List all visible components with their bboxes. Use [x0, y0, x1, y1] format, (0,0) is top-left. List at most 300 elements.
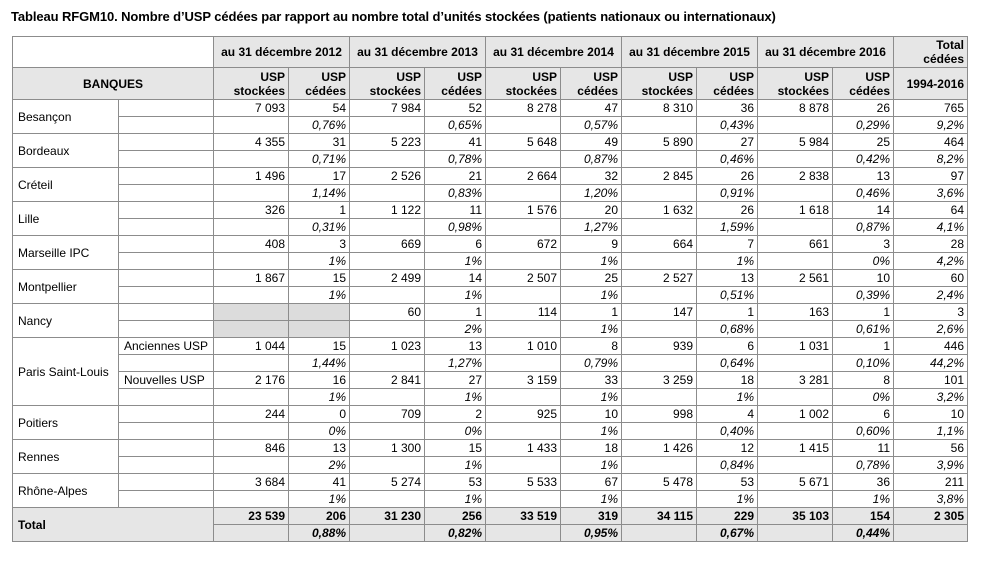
value-cell: 5 890 [622, 134, 697, 151]
header-line: USP [593, 69, 618, 84]
bank-name: Poitiers [13, 406, 119, 440]
empty-cell [486, 253, 561, 270]
percent-cell: 3,8% [894, 491, 968, 508]
table-row-percent [13, 491, 968, 508]
percent-cell: 0,46% [833, 185, 894, 202]
value-cell: 47 [561, 100, 622, 117]
value-cell: 1 122 [350, 202, 425, 219]
empty-cell [214, 287, 289, 304]
percent-cell: 4,2% [894, 253, 968, 270]
empty-cell [486, 185, 561, 202]
percent-cell: 1% [289, 287, 350, 304]
value-cell: 2 561 [758, 270, 833, 287]
value-cell: 11 [833, 440, 894, 457]
sub-label-empty [119, 100, 214, 117]
bank-name: Montpellier [13, 270, 119, 304]
empty-cell [350, 253, 425, 270]
value-cell: 7 [697, 236, 758, 253]
percent-cell: 1,14% [289, 185, 350, 202]
value-cell: 1 867 [214, 270, 289, 287]
percent-cell: 1% [289, 389, 350, 406]
caption-text: Nombre d’USP cédées par rapport au nombre total d’unités stockées (patients nationaux ou internationaux) [117, 9, 776, 24]
sub-label-empty [119, 389, 214, 406]
total-percent: 0,95% [561, 525, 622, 542]
value-cell: 1 618 [758, 202, 833, 219]
percent-cell: 1% [289, 491, 350, 508]
header-usp-stockees [758, 68, 833, 100]
percent-cell: 1% [561, 491, 622, 508]
header-usp-cedees [289, 68, 350, 100]
value-cell: 1 010 [486, 338, 561, 355]
value-cell: 10 [561, 406, 622, 423]
percent-cell: 0,64% [697, 355, 758, 372]
total-value: 2 305 [894, 508, 968, 525]
value-cell: 5 274 [350, 474, 425, 491]
value-cell: 13 [833, 168, 894, 185]
sub-label-empty [119, 474, 214, 491]
value-cell: 3 281 [758, 372, 833, 389]
empty-cell [758, 117, 833, 134]
value-cell: 326 [214, 202, 289, 219]
header-usp-cedees [697, 68, 758, 100]
header-date: au 31 décembre 2016 [758, 37, 894, 68]
percent-cell: 0,78% [833, 457, 894, 474]
empty-cell [758, 185, 833, 202]
empty-cell [486, 151, 561, 168]
value-cell: 15 [289, 338, 350, 355]
empty-cell [486, 491, 561, 508]
value-cell: 2 507 [486, 270, 561, 287]
sub-label-empty [119, 236, 214, 253]
header-line: USP [729, 69, 754, 84]
header-usp-stockees [622, 68, 697, 100]
percent-cell: 2,4% [894, 287, 968, 304]
value-cell: 2 176 [214, 372, 289, 389]
percent-cell: 44,2% [894, 355, 968, 372]
value-cell: 669 [350, 236, 425, 253]
table-row-percent [13, 185, 968, 202]
percent-cell: 0,87% [833, 219, 894, 236]
value-cell: 765 [894, 100, 968, 117]
value-cell: 998 [622, 406, 697, 423]
value-cell: 1 632 [622, 202, 697, 219]
value-cell: 3 [289, 236, 350, 253]
sub-label-empty [119, 423, 214, 440]
percent-cell: 1% [697, 253, 758, 270]
sub-label-empty [119, 134, 214, 151]
value-cell: 26 [833, 100, 894, 117]
empty-cell [214, 253, 289, 270]
header-line: cédées [577, 83, 618, 98]
header-line: stockées [641, 83, 693, 98]
empty-cell [214, 423, 289, 440]
value-cell: 5 648 [486, 134, 561, 151]
value-cell: 1 426 [622, 440, 697, 457]
empty-cell [622, 389, 697, 406]
percent-cell: 0% [425, 423, 486, 440]
value-cell: 13 [697, 270, 758, 287]
empty-cell [350, 151, 425, 168]
value-cell: 27 [697, 134, 758, 151]
empty-cell [350, 219, 425, 236]
value-cell: 52 [425, 100, 486, 117]
percent-cell: 1% [289, 253, 350, 270]
total-percent: 0,44% [833, 525, 894, 542]
table-row-percent [13, 423, 968, 440]
empty-cell [214, 457, 289, 474]
header-line: USP [457, 69, 482, 84]
percent-cell: 2% [289, 457, 350, 474]
percent-cell: 1,44% [289, 355, 350, 372]
empty-cell [486, 423, 561, 440]
bank-name: Rennes [13, 440, 119, 474]
percent-cell: 1% [561, 457, 622, 474]
empty-cell [622, 185, 697, 202]
percent-cell: 3,6% [894, 185, 968, 202]
bank-name: Bordeaux [13, 134, 119, 168]
value-cell: 32 [561, 168, 622, 185]
percent-cell: 0,98% [425, 219, 486, 236]
percent-cell: 1% [697, 389, 758, 406]
percent-cell: 1% [561, 423, 622, 440]
percent-cell: 1% [561, 321, 622, 338]
value-cell: 14 [425, 270, 486, 287]
percent-cell: 0,10% [833, 355, 894, 372]
total-percent [894, 525, 968, 542]
value-cell: 4 [697, 406, 758, 423]
value-cell: 7 093 [214, 100, 289, 117]
header-total-years: 1994-2016 [894, 68, 968, 100]
empty-cell [758, 389, 833, 406]
percent-cell: 3,2% [894, 389, 968, 406]
percent-cell: 1,59% [697, 219, 758, 236]
value-cell: 2 526 [350, 168, 425, 185]
value-cell: 2 527 [622, 270, 697, 287]
sub-label-empty [119, 287, 214, 304]
empty-cell [758, 525, 833, 542]
empty-cell [350, 389, 425, 406]
percent-cell: 1% [425, 287, 486, 304]
value-cell: 10 [894, 406, 968, 423]
empty-cell [214, 185, 289, 202]
sub-label-empty [119, 491, 214, 508]
table-row [13, 270, 968, 287]
value-cell: 672 [486, 236, 561, 253]
value-cell: 15 [425, 440, 486, 457]
value-cell: 25 [833, 134, 894, 151]
percent-cell: 1% [561, 389, 622, 406]
value-cell: 1 576 [486, 202, 561, 219]
table-row-percent [13, 355, 968, 372]
percent-cell: 3,9% [894, 457, 968, 474]
value-cell: 163 [758, 304, 833, 321]
header-line: USP [668, 69, 693, 84]
value-cell: 8 310 [622, 100, 697, 117]
header-date: au 31 décembre 2013 [350, 37, 486, 68]
header-usp-cedees [425, 68, 486, 100]
table-row [13, 100, 968, 117]
value-cell: 147 [622, 304, 697, 321]
value-cell: 446 [894, 338, 968, 355]
total-value: 35 103 [758, 508, 833, 525]
percent-cell: 0,31% [289, 219, 350, 236]
empty-cell [758, 423, 833, 440]
total-value: 34 115 [622, 508, 697, 525]
sub-label: Nouvelles USP [119, 372, 214, 389]
value-cell: 60 [894, 270, 968, 287]
value-cell: 1 002 [758, 406, 833, 423]
value-cell: 2 499 [350, 270, 425, 287]
sub-label-empty [119, 117, 214, 134]
percent-cell: 1% [425, 457, 486, 474]
empty-cell [350, 287, 425, 304]
table-row-percent [13, 219, 968, 236]
value-cell: 36 [697, 100, 758, 117]
value-cell: 5 223 [350, 134, 425, 151]
header-line: stockées [233, 83, 285, 98]
empty-cell [214, 219, 289, 236]
value-cell: 67 [561, 474, 622, 491]
value-cell: 13 [425, 338, 486, 355]
value-cell: 3 [833, 236, 894, 253]
percent-cell [289, 321, 350, 338]
value-cell: 5 671 [758, 474, 833, 491]
value-cell: 36 [833, 474, 894, 491]
value-cell: 53 [425, 474, 486, 491]
value-cell: 11 [425, 202, 486, 219]
caption-prefix: Tableau RFGM10. [11, 9, 118, 24]
value-cell: 1 [425, 304, 486, 321]
header-line: USP [260, 69, 285, 84]
header-line: cédées [923, 52, 964, 66]
value-cell: 2 [425, 406, 486, 423]
table-row-percent [13, 321, 968, 338]
empty-cell [758, 219, 833, 236]
value-cell: 6 [833, 406, 894, 423]
sub-label-empty [119, 219, 214, 236]
value-cell: 3 259 [622, 372, 697, 389]
total-value: 31 230 [350, 508, 425, 525]
empty-cell [214, 321, 289, 338]
header-date: au 31 décembre 2014 [486, 37, 622, 68]
header-line: cédées [441, 83, 482, 98]
empty-cell [758, 253, 833, 270]
value-cell: 2 664 [486, 168, 561, 185]
value-cell: 925 [486, 406, 561, 423]
table-row-percent [13, 151, 968, 168]
empty-cell [350, 117, 425, 134]
value-cell: 1 300 [350, 440, 425, 457]
empty-cell [622, 355, 697, 372]
sub-label-empty [119, 185, 214, 202]
bank-name: Créteil [13, 168, 119, 202]
percent-cell: 0,46% [697, 151, 758, 168]
percent-cell: 0% [833, 389, 894, 406]
header-line: Total [936, 38, 964, 52]
value-cell: 211 [894, 474, 968, 491]
empty-cell [350, 525, 425, 542]
empty-cell [622, 321, 697, 338]
value-cell: 97 [894, 168, 968, 185]
bank-name: Paris Saint-Louis [13, 338, 119, 406]
value-cell: 1 496 [214, 168, 289, 185]
percent-cell: 0,87% [561, 151, 622, 168]
value-cell: 0 [289, 406, 350, 423]
value-cell: 664 [622, 236, 697, 253]
value-cell: 709 [350, 406, 425, 423]
percent-cell: 4,1% [894, 219, 968, 236]
value-cell: 1 [833, 304, 894, 321]
header-row-columns [13, 68, 968, 100]
value-cell: 14 [833, 202, 894, 219]
percent-cell: 0,60% [833, 423, 894, 440]
percent-cell: 1,1% [894, 423, 968, 440]
percent-cell: 0,42% [833, 151, 894, 168]
table-header [13, 37, 968, 100]
total-value: 319 [561, 508, 622, 525]
table-row-percent [13, 457, 968, 474]
value-cell: 5 478 [622, 474, 697, 491]
empty-cell [350, 457, 425, 474]
percent-cell: 2,6% [894, 321, 968, 338]
value-cell: 939 [622, 338, 697, 355]
value-cell: 33 [561, 372, 622, 389]
empty-cell [350, 185, 425, 202]
header-line: USP [532, 69, 557, 84]
empty-cell [758, 151, 833, 168]
empty-cell [758, 355, 833, 372]
percent-cell: 1% [425, 389, 486, 406]
value-cell: 31 [289, 134, 350, 151]
percent-cell: 0% [289, 423, 350, 440]
empty-cell [214, 355, 289, 372]
value-cell: 64 [894, 202, 968, 219]
empty-cell [486, 287, 561, 304]
value-cell: 101 [894, 372, 968, 389]
empty-cell [350, 423, 425, 440]
header-line: cédées [713, 83, 754, 98]
header-usp-cedees [833, 68, 894, 100]
table-row [13, 134, 968, 151]
table-row [13, 304, 968, 321]
header-usp-stockees [214, 68, 289, 100]
bank-name: Besançon [13, 100, 119, 134]
table-body [13, 100, 968, 542]
value-cell [289, 304, 350, 321]
value-cell: 21 [425, 168, 486, 185]
value-cell: 17 [289, 168, 350, 185]
total-value: 33 519 [486, 508, 561, 525]
table-row [13, 168, 968, 185]
percent-cell: 1,27% [561, 219, 622, 236]
total-label: Total [13, 508, 214, 542]
sub-label-empty [119, 270, 214, 287]
percent-cell: 1% [833, 491, 894, 508]
value-cell: 20 [561, 202, 622, 219]
percent-cell: 0,51% [697, 287, 758, 304]
value-cell: 6 [697, 338, 758, 355]
total-value: 256 [425, 508, 486, 525]
percent-cell: 1% [425, 491, 486, 508]
value-cell: 12 [697, 440, 758, 457]
value-cell: 8 278 [486, 100, 561, 117]
value-cell: 3 [894, 304, 968, 321]
value-cell: 1 415 [758, 440, 833, 457]
value-cell: 2 845 [622, 168, 697, 185]
total-value: 23 539 [214, 508, 289, 525]
table-row [13, 202, 968, 219]
percent-cell: 1% [561, 253, 622, 270]
value-cell: 8 [833, 372, 894, 389]
percent-cell: 1% [425, 253, 486, 270]
value-cell: 49 [561, 134, 622, 151]
percent-cell: 1% [561, 287, 622, 304]
table-row [13, 440, 968, 457]
value-cell: 1 044 [214, 338, 289, 355]
empty-cell [486, 457, 561, 474]
percent-cell: 1,27% [425, 355, 486, 372]
header-line: USP [865, 69, 890, 84]
percent-cell: 0,79% [561, 355, 622, 372]
table-row [13, 406, 968, 423]
header-line: stockées [777, 83, 829, 98]
total-percent: 0,67% [697, 525, 758, 542]
bank-name: Rhône-Alpes [13, 474, 119, 508]
value-cell: 3 684 [214, 474, 289, 491]
bank-name: Marseille IPC [13, 236, 119, 270]
value-cell [214, 304, 289, 321]
empty-cell [758, 321, 833, 338]
bank-name: Lille [13, 202, 119, 236]
percent-cell: 0,68% [697, 321, 758, 338]
sub-label-empty [119, 355, 214, 372]
value-cell: 4 355 [214, 134, 289, 151]
empty-cell [622, 219, 697, 236]
sub-label-empty [119, 406, 214, 423]
value-cell: 244 [214, 406, 289, 423]
empty-cell [350, 321, 425, 338]
header-line: stockées [369, 83, 421, 98]
percent-cell: 0,84% [697, 457, 758, 474]
header-line: cédées [849, 83, 890, 98]
empty-cell [350, 491, 425, 508]
header-line: cédées [305, 83, 346, 98]
percent-cell: 0,78% [425, 151, 486, 168]
value-cell: 2 838 [758, 168, 833, 185]
total-value: 154 [833, 508, 894, 525]
value-cell: 2 841 [350, 372, 425, 389]
value-cell: 1 031 [758, 338, 833, 355]
value-cell: 27 [425, 372, 486, 389]
value-cell: 1 [833, 338, 894, 355]
percent-cell: 0,76% [289, 117, 350, 134]
total-value: 229 [697, 508, 758, 525]
header-banques: BANQUES [13, 68, 214, 100]
sub-label-empty [119, 168, 214, 185]
value-cell: 56 [894, 440, 968, 457]
sub-label-empty [119, 304, 214, 321]
empty-cell [214, 389, 289, 406]
header-usp-stockees [486, 68, 561, 100]
value-cell: 41 [289, 474, 350, 491]
value-cell: 26 [697, 202, 758, 219]
value-cell: 1 [697, 304, 758, 321]
empty-cell [622, 151, 697, 168]
value-cell: 18 [561, 440, 622, 457]
percent-cell: 0% [833, 253, 894, 270]
value-cell: 54 [289, 100, 350, 117]
value-cell: 16 [289, 372, 350, 389]
